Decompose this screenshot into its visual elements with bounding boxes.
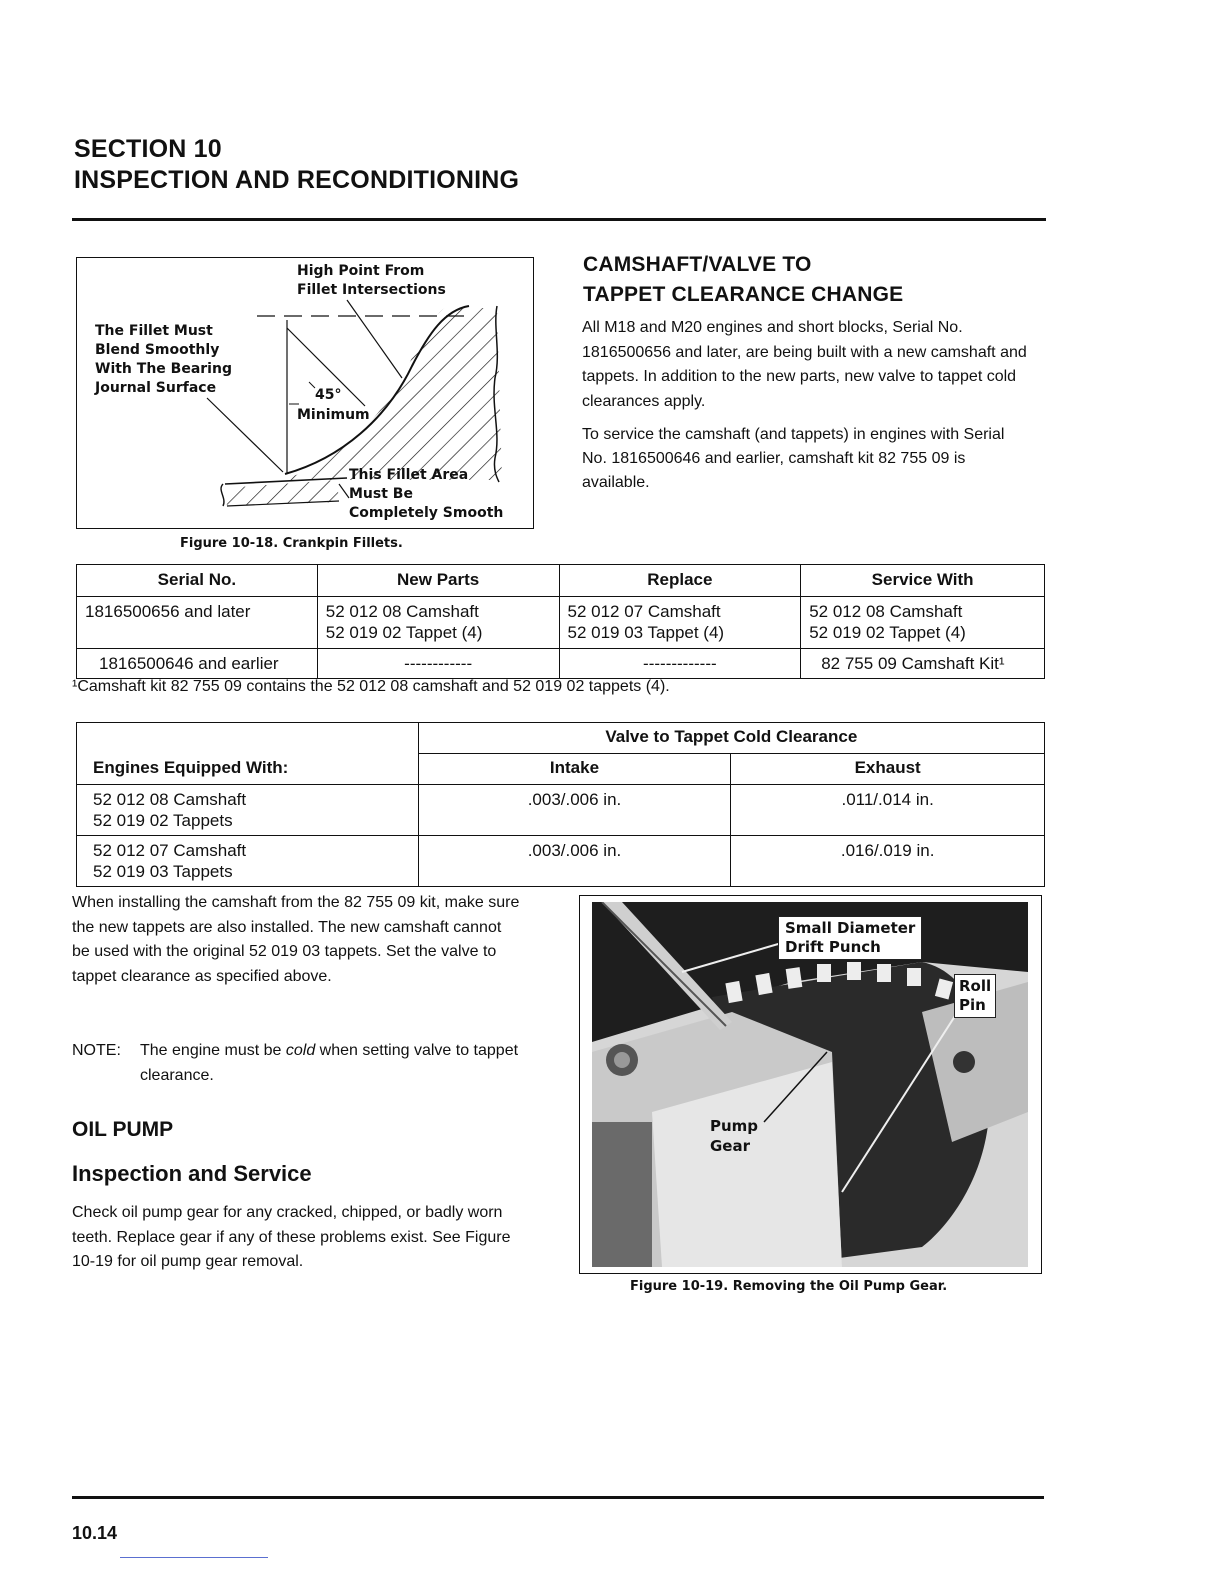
- cell-replace: -------------: [559, 649, 801, 679]
- label-pump-gear: Pump Gear: [710, 1117, 759, 1155]
- section-name: INSPECTION AND RECONDITIONING: [74, 166, 520, 194]
- header-serial: Serial No.: [77, 565, 318, 597]
- cell-replace: 52 012 07 Camshaft 52 019 03 Tappet (4): [559, 597, 801, 649]
- header-engines: Engines Equipped With:: [77, 754, 419, 785]
- figure-crankpin-fillets: [76, 257, 534, 529]
- blank-corner: [77, 723, 419, 754]
- note-label: NOTE:: [72, 1042, 121, 1059]
- header-intake: Intake: [418, 754, 731, 785]
- cell-intake: .003/.006 in.: [418, 836, 731, 887]
- footer-blue-line: [120, 1557, 268, 1558]
- header-exhaust: Exhaust: [731, 754, 1045, 785]
- callout-roll-pin: Roll Pin: [954, 974, 996, 1018]
- cell-engine-parts: 52 012 07 Camshaft 52 019 03 Tappets: [77, 836, 419, 887]
- parts-table: [76, 564, 1045, 679]
- label-fillet-area: This Fillet Area Must Be Completely Smooth: [349, 467, 504, 521]
- cell-exhaust: .011/.014 in.: [731, 785, 1045, 836]
- cell-exhaust: .016/.019 in.: [731, 836, 1045, 887]
- header-rule: [72, 218, 1046, 221]
- cell-serial: 1816500646 and earlier: [77, 649, 318, 679]
- oil-pump-heading: OIL PUMP: [72, 1118, 174, 1141]
- page-number: 10.14: [72, 1523, 118, 1543]
- label-high-point: High Point From Fillet Intersections: [297, 263, 446, 298]
- table-row: [77, 836, 1045, 887]
- cell-service: 82 755 09 Camshaft Kit¹: [801, 649, 1045, 679]
- header-service: Service With: [801, 565, 1045, 597]
- table-row: [77, 649, 1045, 679]
- camshaft-para1: All M18 and M20 engines and short blocks, Serial No. 1816500656 and later, are being built with a new camshaft and tappets. In addition to the new parts, new valve to tappet cold clearances apply.: [582, 319, 1027, 410]
- figure19-caption: Figure 10-19. Removing the Oil Pump Gear.: [630, 1279, 948, 1294]
- callout-drift-punch: Small Diameter Drift Punch: [778, 916, 922, 960]
- oil-pump-para: Check oil pump gear for any cracked, chipped, or badly worn teeth. Replace gear if any of these problems exist. See Figure 10-19 for oil pump gear removal.: [72, 1204, 511, 1270]
- cell-service: 52 012 08 Camshaft 52 019 02 Tappet (4): [801, 597, 1045, 649]
- cell-new-parts: ------------: [317, 649, 559, 679]
- camshaft-heading-line1: CAMSHAFT/VALVE TO: [583, 253, 812, 276]
- cell-serial: 1816500656 and later: [77, 597, 318, 649]
- parts-footnote: ¹Camshaft kit 82 755 09 contains the 52 012 08 camshaft and 52 019 02 tappets (4).: [72, 678, 670, 695]
- cell-intake: .003/.006 in.: [418, 785, 731, 836]
- section-number: SECTION 10: [74, 135, 222, 163]
- oil-pump-subheading: Inspection and Service: [72, 1161, 312, 1186]
- parts-table-header: [77, 565, 1045, 597]
- cell-engine-parts: 52 012 08 Camshaft 52 019 02 Tappets: [77, 785, 419, 836]
- label-degree: 45°: [315, 387, 342, 403]
- label-minimum: Minimum: [297, 407, 370, 423]
- label-fillet-blend: The Fillet Must Blend Smoothly With The Bearing Journal Surface: [95, 323, 232, 396]
- header-replace: Replace: [559, 565, 801, 597]
- clearance-table: [76, 722, 1045, 887]
- camshaft-heading-line2: TAPPET CLEARANCE CHANGE: [583, 283, 904, 306]
- footer-rule: [72, 1496, 1044, 1499]
- install-note: [72, 1039, 527, 1088]
- oil-pump-photo: [592, 902, 1028, 1267]
- table-row: [77, 785, 1045, 836]
- header-new-parts: New Parts: [317, 565, 559, 597]
- install-para: When installing the camshaft from the 82 755 09 kit, make sure the new tappets are also installed. The new camshaft cannot be used with the original 52 019 03 tappets. Set the valve to tappet clearance as specified above.: [72, 894, 520, 985]
- section-title: [74, 134, 519, 196]
- camshaft-para2: To service the camshaft (and tappets) in engines with Serial No. 1816500646 and earlier, camshaft kit 82 755 09 is available.: [582, 426, 1005, 491]
- header-clearance-group: Valve to Tappet Cold Clearance: [418, 723, 1044, 754]
- note-text: The engine must be cold when setting valve to tappet clearance.: [140, 1042, 519, 1084]
- figure-oil-pump-gear: [579, 895, 1042, 1274]
- cell-new-parts: 52 012 08 Camshaft 52 019 02 Tappet (4): [317, 597, 559, 649]
- figure18-caption: Figure 10-18. Crankpin Fillets.: [180, 536, 403, 551]
- table-row: [77, 597, 1045, 649]
